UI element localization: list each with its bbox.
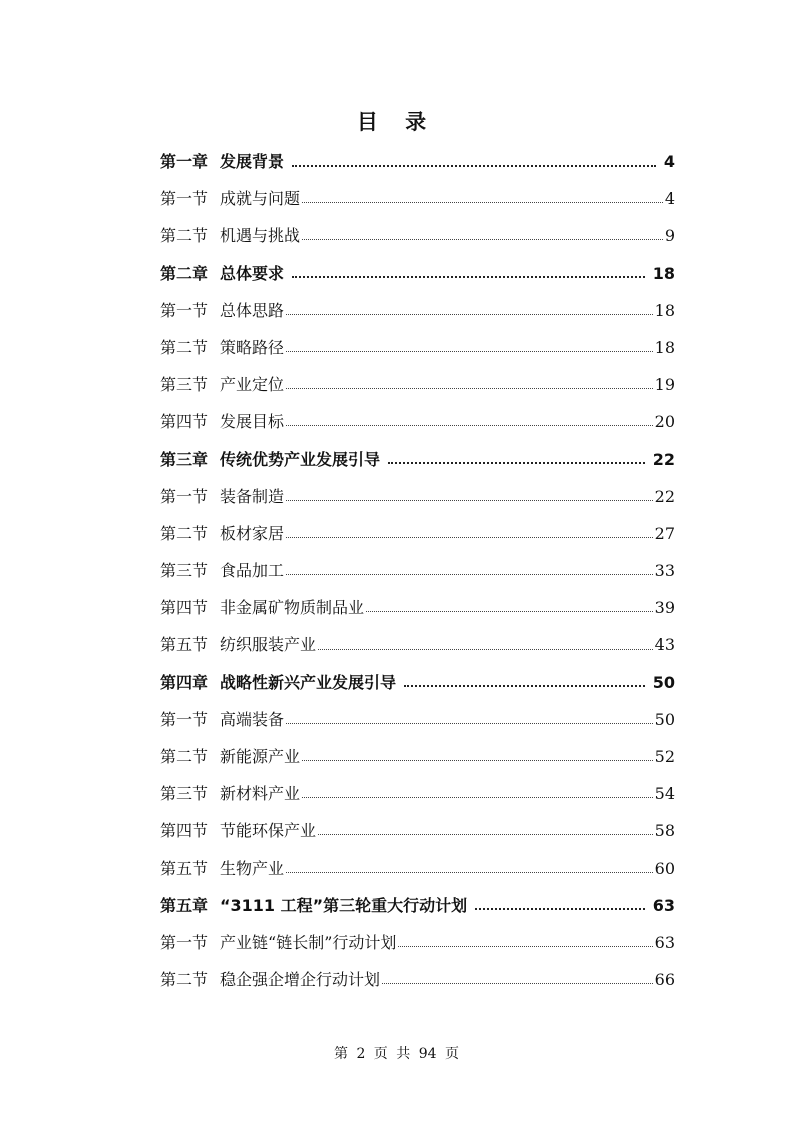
- toc-entry-prefix: 第五节: [160, 858, 209, 878]
- dot-leader: [302, 797, 653, 798]
- toc-entry-page: 63: [654, 932, 675, 952]
- toc-entry-text: 纺织服装产业: [220, 635, 317, 655]
- toc-entry-page: 52: [654, 747, 675, 766]
- toc-entry[interactable]: [160, 589, 675, 626]
- toc-entry-page: 50: [652, 672, 675, 692]
- toc-entry-page: 39: [654, 598, 675, 618]
- dot-leader: [286, 872, 653, 873]
- table-of-contents: [160, 143, 675, 998]
- toc-entry[interactable]: [160, 366, 675, 403]
- dot-leader: [286, 314, 653, 315]
- dot-leader: [302, 202, 663, 203]
- toc-entry-label: [160, 441, 380, 478]
- toc-entry-page: 4: [664, 189, 675, 209]
- toc-entry-prefix: 第四章: [160, 672, 209, 692]
- toc-entry[interactable]: [160, 961, 675, 998]
- toc-entry[interactable]: [160, 850, 675, 887]
- toc-entry[interactable]: [160, 329, 675, 366]
- toc-entry-prefix: 第二节: [160, 523, 209, 543]
- toc-entry-text: 总体要求: [220, 263, 285, 283]
- toc-entry-text: 发展背景: [220, 152, 285, 171]
- toc-entry-text: 成就与问题: [220, 189, 301, 209]
- toc-entry-page: 50: [654, 709, 675, 729]
- dot-leader: [286, 425, 653, 426]
- toc-entry-prefix: 第二节: [160, 970, 209, 990]
- toc-entry-prefix: 第一节: [160, 189, 209, 209]
- toc-entry-label: [160, 887, 467, 924]
- toc-entry-text: 战略性新兴产业发展引导: [220, 672, 397, 692]
- toc-entry[interactable]: [160, 255, 675, 292]
- toc-entry-text: 生物产业: [220, 858, 285, 878]
- toc-entry-prefix: 第一节: [160, 932, 209, 952]
- toc-entry-page: 18: [654, 337, 675, 357]
- toc-entry-text: 策略路径: [220, 337, 285, 357]
- toc-entry-label: [160, 961, 380, 998]
- toc-entry-page: 4: [663, 152, 675, 171]
- toc-entry-page: 9: [664, 226, 675, 246]
- toc-entry-label: [160, 217, 300, 254]
- toc-entry-text: 节能环保产业: [220, 821, 317, 841]
- toc-entry-label: [160, 366, 284, 403]
- toc-entry-page: 22: [654, 486, 675, 506]
- toc-entry-label: [160, 924, 396, 961]
- dot-leader: [286, 351, 653, 352]
- toc-entry-label: [160, 255, 284, 292]
- dot-leader: [318, 649, 653, 650]
- toc-entry-page: 54: [654, 784, 675, 804]
- toc-entry-page: 66: [654, 970, 675, 990]
- toc-entry-prefix: 第二章: [160, 263, 209, 283]
- toc-entry[interactable]: [160, 887, 675, 924]
- toc-entry-prefix: 第三节: [160, 375, 209, 395]
- toc-entry-page: 43: [654, 635, 675, 655]
- toc-entry-page: 33: [654, 561, 675, 581]
- toc-entry-label: [160, 664, 396, 701]
- toc-entry-label: [160, 738, 300, 775]
- dot-leader: [286, 574, 653, 575]
- dot-leader: [388, 462, 645, 464]
- toc-entry-page: 18: [654, 300, 675, 320]
- toc-entry-prefix: 第二节: [160, 747, 209, 766]
- toc-entry-label: [160, 478, 284, 515]
- toc-entry-prefix: 第五章: [160, 895, 209, 915]
- toc-entry-text: 产业链“链长制”行动计划: [220, 932, 397, 952]
- toc-entry-label: [160, 775, 300, 812]
- toc-entry-label: [160, 180, 300, 217]
- toc-entry-text: 高端装备: [220, 709, 285, 729]
- toc-entry-text: 总体思路: [220, 300, 285, 320]
- dot-leader: [366, 611, 653, 612]
- toc-entry-prefix: 第一章: [160, 152, 209, 171]
- dot-leader: [292, 165, 656, 167]
- toc-entry-text: 机遇与挑战: [220, 226, 301, 246]
- toc-entry[interactable]: [160, 292, 675, 329]
- toc-entry-text: 食品加工: [220, 561, 285, 581]
- toc-entry-text: 发展目标: [220, 412, 285, 432]
- toc-entry-page: 18: [652, 263, 675, 283]
- dot-leader: [302, 239, 663, 240]
- toc-entry-prefix: 第三节: [160, 784, 209, 804]
- toc-entry[interactable]: [160, 515, 675, 552]
- toc-entry-text: 产业定位: [220, 375, 285, 395]
- toc-entry[interactable]: [160, 924, 675, 961]
- toc-entry-prefix: 第一节: [160, 300, 209, 320]
- toc-entry[interactable]: [160, 664, 675, 701]
- toc-entry[interactable]: [160, 812, 675, 849]
- toc-entry-label: [160, 292, 284, 329]
- toc-entry[interactable]: [160, 441, 675, 478]
- toc-entry-label: [160, 403, 284, 440]
- toc-entry-prefix: 第三章: [160, 449, 209, 469]
- toc-entry-prefix: 第一节: [160, 486, 209, 506]
- toc-entry[interactable]: [160, 552, 675, 589]
- toc-title: 目 录: [356, 110, 437, 134]
- toc-entry-label: [160, 812, 316, 849]
- toc-entry-label: [160, 589, 364, 626]
- toc-entry[interactable]: [160, 626, 675, 663]
- toc-entry-text: 新材料产业: [220, 784, 301, 804]
- toc-entry-prefix: 第四节: [160, 412, 209, 432]
- toc-entry-prefix: 第二节: [160, 226, 209, 246]
- dot-leader: [292, 276, 645, 278]
- toc-entry-text: 非金属矿物质制品业: [220, 598, 365, 618]
- toc-entry[interactable]: [160, 775, 675, 812]
- toc-entry-page: 20: [654, 412, 675, 432]
- toc-entry-text: 稳企强企增企行动计划: [220, 970, 381, 990]
- toc-entry-prefix: 第三节: [160, 561, 209, 581]
- toc-entry-label: [160, 701, 284, 738]
- toc-entry-page: 60: [654, 858, 675, 878]
- dot-leader: [318, 834, 653, 835]
- toc-entry[interactable]: [160, 403, 675, 440]
- toc-entry-prefix: 第四节: [160, 598, 209, 618]
- dot-leader: [382, 983, 653, 984]
- toc-entry-page: 22: [652, 449, 675, 469]
- toc-entry-prefix: 第五节: [160, 635, 209, 655]
- toc-entry-label: [160, 552, 284, 589]
- toc-entry-page: 63: [652, 895, 675, 915]
- toc-entry-prefix: 第二节: [160, 337, 209, 357]
- page-footer: 第 2 页 共 94 页: [334, 1046, 459, 1062]
- dot-leader: [286, 537, 653, 538]
- toc-entry[interactable]: [160, 738, 675, 775]
- toc-entry-prefix: 第四节: [160, 821, 209, 841]
- dot-leader: [286, 388, 653, 389]
- toc-entry-page: 58: [654, 821, 675, 841]
- toc-entry-label: [160, 143, 284, 180]
- toc-entry[interactable]: [160, 478, 675, 515]
- toc-entry-page: 27: [654, 523, 675, 543]
- dot-leader: [286, 723, 653, 724]
- toc-entry-text: 新能源产业: [220, 747, 301, 766]
- toc-entry[interactable]: [160, 701, 675, 738]
- toc-entry-prefix: 第一节: [160, 709, 209, 729]
- toc-entry-label: [160, 515, 284, 552]
- dot-leader: [302, 760, 653, 761]
- toc-entry-label: [160, 850, 284, 887]
- toc-entry-label: [160, 626, 316, 663]
- toc-entry[interactable]: [160, 180, 675, 217]
- toc-entry-page: 19: [654, 375, 675, 395]
- toc-entry[interactable]: [160, 143, 675, 180]
- toc-entry-text: 传统优势产业发展引导: [220, 449, 381, 469]
- dot-leader: [475, 908, 645, 910]
- toc-entry-label: [160, 329, 284, 366]
- toc-entry-text: “3111 工程”第三轮重大行动计划: [220, 895, 468, 915]
- toc-entry[interactable]: [160, 217, 675, 254]
- toc-entry-text: 板材家居: [220, 523, 285, 543]
- dot-leader: [398, 946, 652, 947]
- toc-entry-text: 装备制造: [220, 486, 285, 506]
- dot-leader: [404, 685, 645, 687]
- dot-leader: [286, 500, 653, 501]
